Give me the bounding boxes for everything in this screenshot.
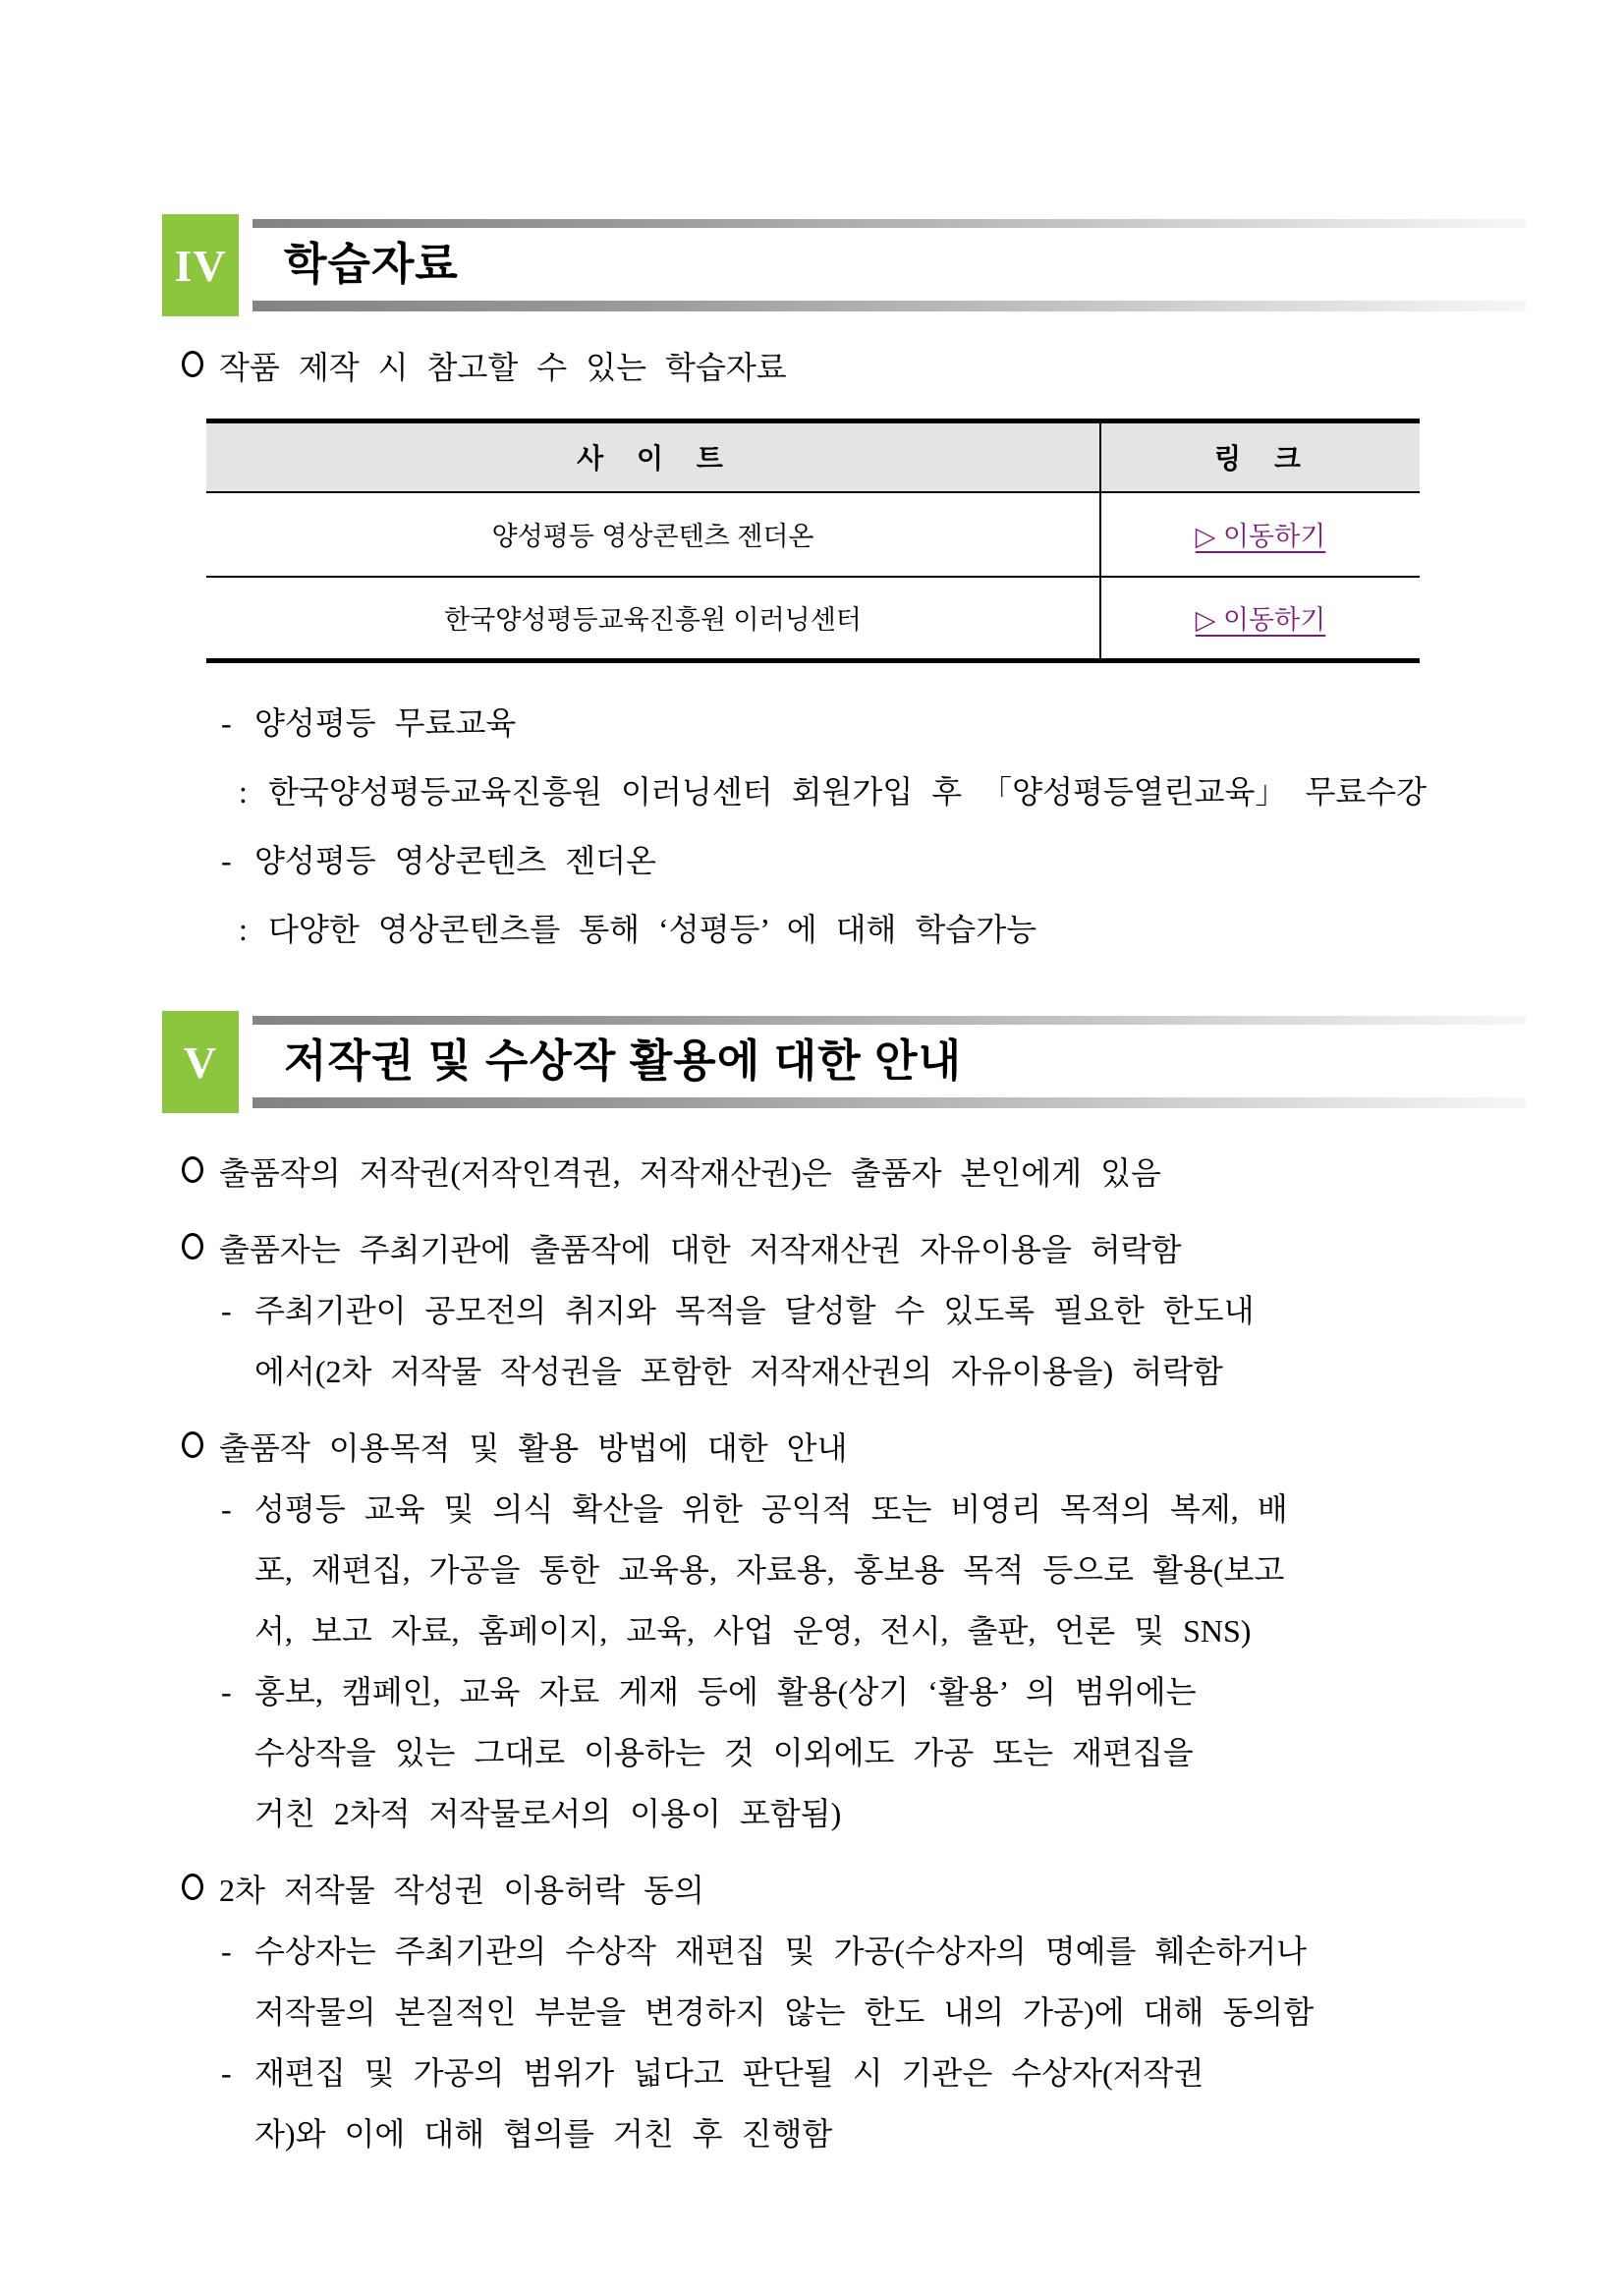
bullet-line <box>162 1860 1526 1921</box>
dash-marker: - <box>221 1674 232 1709</box>
elearning-move-link[interactable]: ▷ 이동하기 <box>1195 605 1326 636</box>
continuation-text: 저작물의 본질적인 부분을 변경하지 않는 한도 내의 가공)에 대해 동의함 <box>254 1994 1315 2030</box>
section-5-title: 저작권 및 수상작 활용에 대한 안내 <box>284 1036 963 1086</box>
site-cell: 양성평등 영상콘텐츠 젠더온 <box>206 492 1100 577</box>
note-line <box>162 689 1526 757</box>
colon-marker: : <box>239 774 248 810</box>
circle-bullet-icon <box>182 1156 203 1183</box>
circle-bullet-icon <box>182 351 203 377</box>
dash-marker: - <box>221 705 232 741</box>
header-gradient-bar-bottom <box>252 1097 1526 1108</box>
note-text: 양성평등 무료교육 <box>254 705 517 741</box>
note-line <box>162 895 1526 964</box>
note-line <box>162 826 1526 895</box>
circle-bullet-icon <box>182 1874 203 1900</box>
dash-marker: - <box>221 1293 232 1328</box>
dash-marker: - <box>221 1491 232 1527</box>
site-cell: 한국양성평등교육진흥원 이러닝센터 <box>444 605 862 636</box>
note-text: 한국양성평등교육진흥원 이러닝센터 회원가입 후 「양성평등열린교육」 무료수강 <box>268 774 1428 810</box>
continuation-line <box>162 1540 1526 1600</box>
section-4-notes <box>162 689 1526 964</box>
continuation-line <box>162 2103 1526 2164</box>
continuation-line <box>162 1600 1526 1661</box>
continuation-line <box>162 1341 1526 1402</box>
bullet-line <box>162 1143 1526 1204</box>
circle-bullet-icon <box>182 1233 203 1260</box>
bullet-line <box>162 1418 1526 1479</box>
header-gradient-bar-bottom <box>252 301 1526 311</box>
sub-text: 주최기관이 공모전의 취지와 목적을 달성할 수 있도록 필요한 한도내 <box>254 1293 1255 1328</box>
continuation-text: 포, 재편집, 가공을 통한 교육용, 자료용, 홍보용 목적 등으로 활용(보고 <box>254 1552 1285 1588</box>
section-4-title: 학습자료 <box>284 239 459 289</box>
continuation-text: 수상작을 있는 그대로 이용하는 것 이외에도 가공 또는 재편집을 <box>254 1735 1194 1770</box>
bullet-text: 출품작의 저작권(저작인격권, 저작재산권)은 출품자 본인에게 있음 <box>219 1155 1161 1191</box>
table-row <box>206 492 1420 577</box>
note-line <box>162 757 1526 826</box>
section-4-header-right <box>252 219 1526 311</box>
resources-table <box>206 419 1420 663</box>
continuation-line <box>162 1722 1526 1783</box>
note-text: 양성평등 영상콘텐츠 젠더온 <box>254 843 656 878</box>
sub-text: 성평등 교육 및 의식 확산을 위한 공익적 또는 비영리 목적의 복제, 배 <box>254 1491 1288 1527</box>
table-header-row <box>206 421 1420 492</box>
header-gradient-bar-top <box>252 1016 1526 1025</box>
section-4-intro-text: 작품 제작 시 참고할 수 있는 학습자료 <box>219 350 787 385</box>
bullet-line <box>162 1219 1526 1280</box>
section-4-number-badge: IV <box>162 214 239 316</box>
sub-line <box>162 1921 1526 1982</box>
sub-line <box>162 1661 1526 1722</box>
continuation-line <box>162 1783 1526 1844</box>
colon-marker: : <box>239 912 248 947</box>
dash-marker: - <box>221 843 232 878</box>
bullet-text: 출품작 이용목적 및 활용 방법에 대한 안내 <box>219 1430 848 1466</box>
sub-line <box>162 1479 1526 1540</box>
link-cell <box>1100 577 1420 661</box>
section-5-number-badge: V <box>162 1011 239 1113</box>
section-4-intro-line <box>162 346 1526 389</box>
continuation-text: 자)와 이에 대해 협의를 거친 후 진행함 <box>254 2116 833 2152</box>
continuation-text: 에서(2차 저작물 작성권을 포함한 저작재산권의 자유이용을) 허락함 <box>254 1354 1223 1389</box>
circle-bullet-icon <box>182 1431 203 1458</box>
genderon-move-link[interactable]: ▷ 이동하기 <box>1195 522 1326 551</box>
bullet-text: 출품자는 주최기관에 출품작에 대한 저작재산권 자유이용을 허락함 <box>219 1232 1182 1267</box>
section-4-header <box>162 214 1526 316</box>
bullet-text: 2차 저작물 작성권 이용허락 동의 <box>219 1873 704 1908</box>
continuation-line <box>162 1982 1526 2043</box>
continuation-text: 거친 2차적 저작물로서의 이용이 포함됨) <box>254 1796 842 1831</box>
dash-marker: - <box>221 2055 232 2091</box>
note-text: 다양한 영상콘텐츠를 통해 ‘성평등’ 에 대해 학습가능 <box>268 912 1037 947</box>
sub-text: 홍보, 캠페인, 교육 자료 게재 등에 활용(상기 ‘활용’ 의 범위에는 <box>254 1674 1197 1709</box>
dash-marker: - <box>221 1933 232 1969</box>
sub-line <box>162 2043 1526 2103</box>
header-gradient-bar-top <box>252 219 1526 228</box>
continuation-text: 서, 보고 자료, 홈페이지, 교육, 사업 운영, 전시, 출판, 언론 및 SNS) <box>254 1613 1252 1649</box>
sub-text: 재편집 및 가공의 범위가 넓다고 판단될 시 기관은 수상자(저작권 <box>254 2055 1204 2091</box>
sub-text: 수상자는 주최기관의 수상작 재편집 및 가공(수상자의 명예를 훼손하거나 <box>254 1933 1308 1969</box>
section-5-header-right <box>252 1016 1526 1108</box>
link-cell <box>1100 492 1420 577</box>
site-column-header: 사 이 트 <box>206 421 1100 492</box>
section-5-header <box>162 1011 1526 1113</box>
section-5-content <box>162 1143 1526 2204</box>
sub-line <box>162 1280 1526 1341</box>
table-row <box>206 577 1420 661</box>
link-column-header: 링 크 <box>1100 421 1420 492</box>
